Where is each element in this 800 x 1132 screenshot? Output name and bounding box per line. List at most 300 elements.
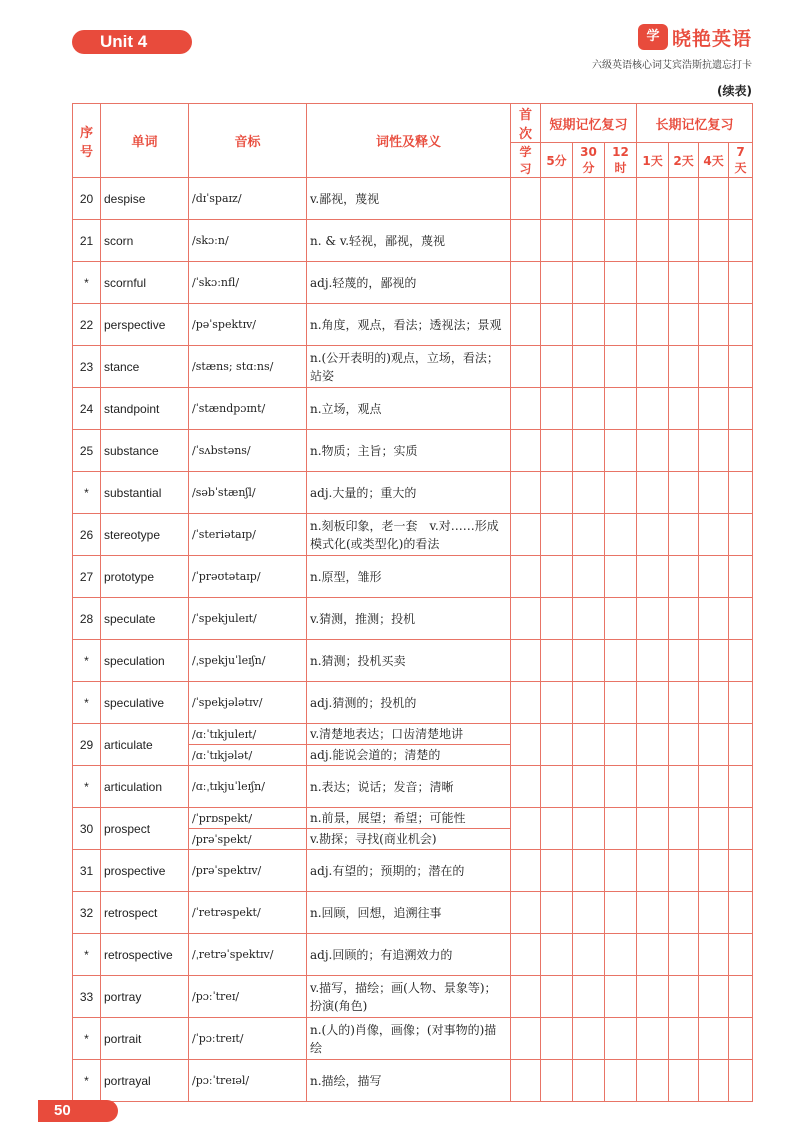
phonetic-cell: /ˈpɔːtreɪt/: [189, 1018, 307, 1060]
review-checkbox-cell[interactable]: [669, 724, 699, 766]
header-no: 序号: [73, 104, 101, 178]
row-number: *: [73, 1060, 101, 1102]
review-checkbox-cell[interactable]: [729, 514, 753, 556]
review-checkbox-cell[interactable]: [511, 808, 541, 850]
review-checkbox-cell[interactable]: [573, 1060, 605, 1102]
review-checkbox-cell[interactable]: [637, 682, 669, 724]
definition-cell: n.描绘，描写: [307, 1060, 511, 1102]
phonetic-cell: /pəˈspektɪv/: [189, 304, 307, 346]
row-number: *: [73, 766, 101, 808]
review-checkbox-cell[interactable]: [511, 1060, 541, 1102]
review-checkbox-cell[interactable]: [699, 766, 729, 808]
row-number: 21: [73, 220, 101, 262]
word-cell: despise: [101, 178, 189, 220]
vocab-table: [72, 103, 753, 1102]
word-cell: substance: [101, 430, 189, 472]
review-checkbox-cell[interactable]: [541, 388, 573, 430]
review-checkbox-cell[interactable]: [541, 934, 573, 976]
review-checkbox-cell[interactable]: [699, 850, 729, 892]
review-checkbox-cell[interactable]: [699, 388, 729, 430]
phonetic-cell: /ˈprɒspekt/: [189, 808, 307, 829]
review-checkbox-cell[interactable]: [541, 850, 573, 892]
review-checkbox-cell[interactable]: [573, 892, 605, 934]
review-checkbox-cell[interactable]: [637, 640, 669, 682]
review-checkbox-cell[interactable]: [699, 556, 729, 598]
continued-label: (续表): [717, 84, 752, 98]
review-checkbox-cell[interactable]: [637, 472, 669, 514]
review-checkbox-cell[interactable]: [511, 430, 541, 472]
row-number: *: [73, 934, 101, 976]
table-row: [73, 178, 753, 220]
review-checkbox-cell[interactable]: [511, 682, 541, 724]
review-checkbox-cell[interactable]: [541, 892, 573, 934]
review-checkbox-cell[interactable]: [541, 808, 573, 850]
row-number: 27: [73, 556, 101, 598]
table-row: [73, 262, 753, 304]
review-checkbox-cell[interactable]: [669, 1060, 699, 1102]
review-checkbox-cell[interactable]: [669, 598, 699, 640]
phonetic-cell: /prəˈspekt/: [189, 829, 307, 850]
review-checkbox-cell[interactable]: [699, 514, 729, 556]
review-checkbox-cell[interactable]: [699, 724, 729, 766]
definition-cell: n.刻板印象，老一套 v.对……形成模式化(或类型化)的看法: [307, 514, 511, 556]
row-number: *: [73, 262, 101, 304]
review-checkbox-cell[interactable]: [699, 934, 729, 976]
review-checkbox-cell[interactable]: [669, 640, 699, 682]
definition-cell: n.物质；主旨；实质: [307, 430, 511, 472]
review-checkbox-cell[interactable]: [699, 976, 729, 1018]
review-checkbox-cell[interactable]: [729, 934, 753, 976]
header-short-col: 5分: [541, 143, 573, 178]
header-short-col: 30分: [573, 143, 605, 178]
review-checkbox-cell[interactable]: [669, 1018, 699, 1060]
phonetic-cell: /ɑːˈtɪkjuleɪt/: [189, 724, 307, 745]
row-number: 32: [73, 892, 101, 934]
review-checkbox-cell[interactable]: [669, 892, 699, 934]
row-number: 31: [73, 850, 101, 892]
review-checkbox-cell[interactable]: [541, 556, 573, 598]
review-checkbox-cell[interactable]: [729, 682, 753, 724]
phonetic-cell: /ˈsʌbstəns/: [189, 430, 307, 472]
row-number: 24: [73, 388, 101, 430]
review-checkbox-cell[interactable]: [729, 766, 753, 808]
definition-cell: n.(人的)肖像，画像；(对事物的)描绘: [307, 1018, 511, 1060]
phonetic-cell: /ˌretrəˈspektɪv/: [189, 934, 307, 976]
definition-cell: v.猜测，推测；投机: [307, 598, 511, 640]
review-checkbox-cell[interactable]: [541, 598, 573, 640]
row-number: 20: [73, 178, 101, 220]
review-checkbox-cell[interactable]: [699, 346, 729, 388]
review-checkbox-cell[interactable]: [699, 1060, 729, 1102]
table-row: [73, 430, 753, 472]
row-number: 29: [73, 724, 101, 766]
row-number: 25: [73, 430, 101, 472]
review-checkbox-cell[interactable]: [669, 178, 699, 220]
review-checkbox-cell[interactable]: [699, 472, 729, 514]
definition-cell: v.描写，描绘；画(人物、景象等)；扮演(角色): [307, 976, 511, 1018]
review-checkbox-cell[interactable]: [605, 388, 637, 430]
review-checkbox-cell[interactable]: [573, 514, 605, 556]
word-cell: prototype: [101, 556, 189, 598]
word-cell: articulation: [101, 766, 189, 808]
review-checkbox-cell[interactable]: [541, 1060, 573, 1102]
review-checkbox-cell[interactable]: [605, 1060, 637, 1102]
review-checkbox-cell[interactable]: [699, 682, 729, 724]
review-checkbox-cell[interactable]: [637, 262, 669, 304]
row-number: 26: [73, 514, 101, 556]
table-row: [73, 850, 753, 892]
review-checkbox-cell[interactable]: [729, 808, 753, 850]
table-body: [73, 178, 753, 1102]
definition-cell: n.猜测；投机买卖: [307, 640, 511, 682]
review-checkbox-cell[interactable]: [637, 934, 669, 976]
review-checkbox-cell[interactable]: [573, 724, 605, 766]
review-checkbox-cell[interactable]: [729, 346, 753, 388]
definition-cell: adj.猜测的；投机的: [307, 682, 511, 724]
review-checkbox-cell[interactable]: [573, 388, 605, 430]
review-checkbox-cell[interactable]: [573, 682, 605, 724]
review-checkbox-cell[interactable]: [541, 1018, 573, 1060]
review-checkbox-cell[interactable]: [573, 850, 605, 892]
review-checkbox-cell[interactable]: [699, 640, 729, 682]
review-checkbox-cell[interactable]: [511, 388, 541, 430]
review-checkbox-cell[interactable]: [573, 262, 605, 304]
review-checkbox-cell[interactable]: [637, 556, 669, 598]
review-checkbox-cell[interactable]: [699, 262, 729, 304]
word-cell: stereotype: [101, 514, 189, 556]
phonetic-cell: /dɪˈspaɪz/: [189, 178, 307, 220]
row-number: 33: [73, 976, 101, 1018]
definition-cell: n.表达；说话；发音；清晰: [307, 766, 511, 808]
header-long-review: 长期记忆复习: [637, 104, 753, 143]
review-checkbox-cell[interactable]: [605, 892, 637, 934]
review-checkbox-cell[interactable]: [637, 430, 669, 472]
review-checkbox-cell[interactable]: [637, 598, 669, 640]
review-checkbox-cell[interactable]: [541, 766, 573, 808]
review-checkbox-cell[interactable]: [541, 976, 573, 1018]
phonetic-cell: /ˈprəʊtətaɪp/: [189, 556, 307, 598]
review-checkbox-cell[interactable]: [729, 472, 753, 514]
table-row: [73, 346, 753, 388]
table-row: [73, 934, 753, 976]
definition-cell: adj.有望的；预期的；潜在的: [307, 850, 511, 892]
word-cell: scornful: [101, 262, 189, 304]
review-checkbox-cell[interactable]: [511, 556, 541, 598]
review-checkbox-cell[interactable]: [573, 472, 605, 514]
phonetic-cell: /ˈretrəspekt/: [189, 892, 307, 934]
review-checkbox-cell[interactable]: [669, 556, 699, 598]
header-short-col: 12时: [605, 143, 637, 178]
table-row: [73, 220, 753, 262]
word-cell: portrayal: [101, 1060, 189, 1102]
word-cell: speculation: [101, 640, 189, 682]
header-short-review: 短期记忆复习: [541, 104, 637, 143]
review-checkbox-cell[interactable]: [605, 724, 637, 766]
review-checkbox-cell[interactable]: [729, 850, 753, 892]
review-checkbox-cell[interactable]: [669, 346, 699, 388]
review-checkbox-cell[interactable]: [637, 346, 669, 388]
definition-cell: v.鄙视，蔑视: [307, 178, 511, 220]
phonetic-cell: /stæns; stɑːns/: [189, 346, 307, 388]
review-checkbox-cell[interactable]: [637, 892, 669, 934]
review-checkbox-cell[interactable]: [637, 1060, 669, 1102]
review-checkbox-cell[interactable]: [605, 640, 637, 682]
review-checkbox-cell[interactable]: [729, 430, 753, 472]
review-checkbox-cell[interactable]: [573, 304, 605, 346]
review-checkbox-cell[interactable]: [605, 220, 637, 262]
phonetic-cell: /ɑːˌtɪkjuˈleɪʃn/: [189, 766, 307, 808]
page-number: 50: [38, 1100, 118, 1122]
word-cell: speculate: [101, 598, 189, 640]
review-checkbox-cell[interactable]: [511, 640, 541, 682]
review-checkbox-cell[interactable]: [637, 808, 669, 850]
review-checkbox-cell[interactable]: [669, 808, 699, 850]
review-checkbox-cell[interactable]: [541, 346, 573, 388]
review-checkbox-cell[interactable]: [511, 934, 541, 976]
review-checkbox-cell[interactable]: [605, 934, 637, 976]
review-checkbox-cell[interactable]: [605, 1018, 637, 1060]
phonetic-cell: /skɔːn/: [189, 220, 307, 262]
review-checkbox-cell[interactable]: [669, 472, 699, 514]
review-checkbox-cell[interactable]: [605, 808, 637, 850]
review-checkbox-cell[interactable]: [511, 220, 541, 262]
review-checkbox-cell[interactable]: [511, 1018, 541, 1060]
row-number: 28: [73, 598, 101, 640]
phonetic-cell: /ˈspekjuleɪt/: [189, 598, 307, 640]
review-checkbox-cell[interactable]: [541, 304, 573, 346]
table-row: [73, 724, 753, 745]
header-first-sub: 学习: [511, 143, 541, 178]
word-cell: perspective: [101, 304, 189, 346]
definition-cell: adj.轻蔑的，鄙视的: [307, 262, 511, 304]
review-checkbox-cell[interactable]: [573, 640, 605, 682]
table-row: [73, 556, 753, 598]
review-checkbox-cell[interactable]: [669, 262, 699, 304]
review-checkbox-cell[interactable]: [511, 892, 541, 934]
review-checkbox-cell[interactable]: [605, 766, 637, 808]
review-checkbox-cell[interactable]: [637, 304, 669, 346]
review-checkbox-cell[interactable]: [541, 682, 573, 724]
review-checkbox-cell[interactable]: [669, 682, 699, 724]
review-checkbox-cell[interactable]: [541, 640, 573, 682]
table-row: [73, 472, 753, 514]
row-number: *: [73, 640, 101, 682]
table-row: [73, 304, 753, 346]
review-checkbox-cell[interactable]: [573, 934, 605, 976]
review-checkbox-cell[interactable]: [729, 262, 753, 304]
review-checkbox-cell[interactable]: [669, 766, 699, 808]
review-checkbox-cell[interactable]: [541, 220, 573, 262]
review-checkbox-cell[interactable]: [605, 304, 637, 346]
review-checkbox-cell[interactable]: [699, 1018, 729, 1060]
row-number: 22: [73, 304, 101, 346]
word-cell: standpoint: [101, 388, 189, 430]
review-checkbox-cell[interactable]: [541, 724, 573, 766]
review-checkbox-cell[interactable]: [729, 640, 753, 682]
review-checkbox-cell[interactable]: [637, 850, 669, 892]
table-row: [73, 514, 753, 556]
review-checkbox-cell[interactable]: [729, 598, 753, 640]
phonetic-cell: /səbˈstænʃl/: [189, 472, 307, 514]
review-checkbox-cell[interactable]: [511, 850, 541, 892]
review-checkbox-cell[interactable]: [573, 220, 605, 262]
review-checkbox-cell[interactable]: [729, 304, 753, 346]
review-checkbox-cell[interactable]: [729, 892, 753, 934]
brand-subtitle: 六级英语核心词艾宾浩斯抗遗忘打卡: [592, 60, 752, 71]
review-checkbox-cell[interactable]: [729, 178, 753, 220]
table-row: [73, 388, 753, 430]
review-checkbox-cell[interactable]: [511, 766, 541, 808]
review-checkbox-cell[interactable]: [669, 514, 699, 556]
review-checkbox-cell[interactable]: [573, 556, 605, 598]
definition-cell: v.勘探；寻找(商业机会): [307, 829, 511, 850]
review-checkbox-cell[interactable]: [573, 430, 605, 472]
definition-cell: n. & v.轻视，鄙视，蔑视: [307, 220, 511, 262]
review-checkbox-cell[interactable]: [637, 178, 669, 220]
review-checkbox-cell[interactable]: [669, 388, 699, 430]
review-checkbox-cell[interactable]: [699, 598, 729, 640]
review-checkbox-cell[interactable]: [637, 976, 669, 1018]
brand: [638, 22, 752, 52]
header-phonetic: 音标: [189, 104, 307, 178]
review-checkbox-cell[interactable]: [729, 556, 753, 598]
word-cell: portrait: [101, 1018, 189, 1060]
definition-cell: adj.大量的；重大的: [307, 472, 511, 514]
review-checkbox-cell[interactable]: [573, 808, 605, 850]
definition-cell: v.清楚地表达；口齿清楚地讲: [307, 724, 511, 745]
header-word: 单词: [101, 104, 189, 178]
review-checkbox-cell[interactable]: [605, 472, 637, 514]
review-checkbox-cell[interactable]: [573, 346, 605, 388]
phonetic-cell: /ˈskɔːnfl/: [189, 262, 307, 304]
review-checkbox-cell[interactable]: [729, 1018, 753, 1060]
definition-cell: n.回顾，回想，追溯往事: [307, 892, 511, 934]
review-checkbox-cell[interactable]: [699, 808, 729, 850]
word-cell: stance: [101, 346, 189, 388]
review-checkbox-cell[interactable]: [637, 514, 669, 556]
review-checkbox-cell[interactable]: [605, 556, 637, 598]
review-checkbox-cell[interactable]: [573, 1018, 605, 1060]
review-checkbox-cell[interactable]: [605, 430, 637, 472]
brand-name: 晓艳英语: [671, 27, 752, 50]
row-number: 30: [73, 808, 101, 850]
review-checkbox-cell[interactable]: [729, 976, 753, 1018]
phonetic-cell: /pɔːˈtreɪ/: [189, 976, 307, 1018]
review-checkbox-cell[interactable]: [637, 766, 669, 808]
phonetic-cell: /ˈsteriətaɪp/: [189, 514, 307, 556]
review-checkbox-cell[interactable]: [729, 388, 753, 430]
review-checkbox-cell[interactable]: [605, 598, 637, 640]
word-cell: retrospective: [101, 934, 189, 976]
word-cell: speculative: [101, 682, 189, 724]
table-row: [73, 766, 753, 808]
review-checkbox-cell[interactable]: [511, 472, 541, 514]
review-checkbox-cell[interactable]: [541, 178, 573, 220]
review-checkbox-cell[interactable]: [605, 262, 637, 304]
review-checkbox-cell[interactable]: [605, 346, 637, 388]
review-checkbox-cell[interactable]: [511, 304, 541, 346]
row-number: *: [73, 472, 101, 514]
table-row: [73, 598, 753, 640]
review-checkbox-cell[interactable]: [637, 388, 669, 430]
review-checkbox-cell[interactable]: [729, 724, 753, 766]
definition-cell: n.立场，观点: [307, 388, 511, 430]
review-checkbox-cell[interactable]: [573, 178, 605, 220]
review-checkbox-cell[interactable]: [541, 262, 573, 304]
brand-logo-icon: 学: [638, 24, 668, 50]
header-long-col: 7天: [729, 143, 753, 178]
definition-cell: adj.回顾的；有追溯效力的: [307, 934, 511, 976]
definition-cell: n.(公开表明的)观点，立场，看法；站姿: [307, 346, 511, 388]
review-checkbox-cell[interactable]: [511, 976, 541, 1018]
header-long-col: 2天: [669, 143, 699, 178]
review-checkbox-cell[interactable]: [669, 976, 699, 1018]
review-checkbox-cell[interactable]: [699, 220, 729, 262]
review-checkbox-cell[interactable]: [637, 220, 669, 262]
row-number: 23: [73, 346, 101, 388]
review-checkbox-cell[interactable]: [511, 262, 541, 304]
review-checkbox-cell[interactable]: [511, 178, 541, 220]
review-checkbox-cell[interactable]: [699, 892, 729, 934]
phonetic-cell: /prəˈspektɪv/: [189, 850, 307, 892]
header-first: 首次: [511, 104, 541, 143]
review-checkbox-cell[interactable]: [605, 850, 637, 892]
review-checkbox-cell[interactable]: [573, 976, 605, 1018]
table-row: [73, 892, 753, 934]
table-row: [73, 682, 753, 724]
word-cell: prospect: [101, 808, 189, 850]
review-checkbox-cell[interactable]: [605, 178, 637, 220]
review-checkbox-cell[interactable]: [637, 724, 669, 766]
header-long-col: 4天: [699, 143, 729, 178]
review-checkbox-cell[interactable]: [511, 724, 541, 766]
review-checkbox-cell[interactable]: [699, 304, 729, 346]
review-checkbox-cell[interactable]: [541, 514, 573, 556]
review-checkbox-cell[interactable]: [605, 976, 637, 1018]
header-definition: 词性及释义: [307, 104, 511, 178]
review-checkbox-cell[interactable]: [573, 598, 605, 640]
review-checkbox-cell[interactable]: [669, 430, 699, 472]
review-checkbox-cell[interactable]: [729, 1060, 753, 1102]
definition-cell: adj.能说会道的；清楚的: [307, 745, 511, 766]
phonetic-cell: /ˈstændpɔɪnt/: [189, 388, 307, 430]
row-number: *: [73, 682, 101, 724]
word-cell: substantial: [101, 472, 189, 514]
review-checkbox-cell[interactable]: [669, 934, 699, 976]
review-checkbox-cell[interactable]: [605, 514, 637, 556]
review-checkbox-cell[interactable]: [541, 430, 573, 472]
review-checkbox-cell[interactable]: [699, 430, 729, 472]
review-checkbox-cell[interactable]: [605, 682, 637, 724]
review-checkbox-cell[interactable]: [669, 304, 699, 346]
review-checkbox-cell[interactable]: [669, 850, 699, 892]
row-number: *: [73, 1018, 101, 1060]
definition-cell: n.原型，雏形: [307, 556, 511, 598]
word-cell: articulate: [101, 724, 189, 766]
review-checkbox-cell[interactable]: [729, 220, 753, 262]
table-row: [73, 976, 753, 1018]
review-checkbox-cell[interactable]: [669, 220, 699, 262]
review-checkbox-cell[interactable]: [511, 346, 541, 388]
word-cell: prospective: [101, 850, 189, 892]
review-checkbox-cell[interactable]: [637, 1018, 669, 1060]
review-checkbox-cell[interactable]: [541, 472, 573, 514]
review-checkbox-cell[interactable]: [511, 598, 541, 640]
review-checkbox-cell[interactable]: [511, 514, 541, 556]
review-checkbox-cell[interactable]: [573, 766, 605, 808]
review-checkbox-cell[interactable]: [699, 178, 729, 220]
table-row: [73, 1018, 753, 1060]
